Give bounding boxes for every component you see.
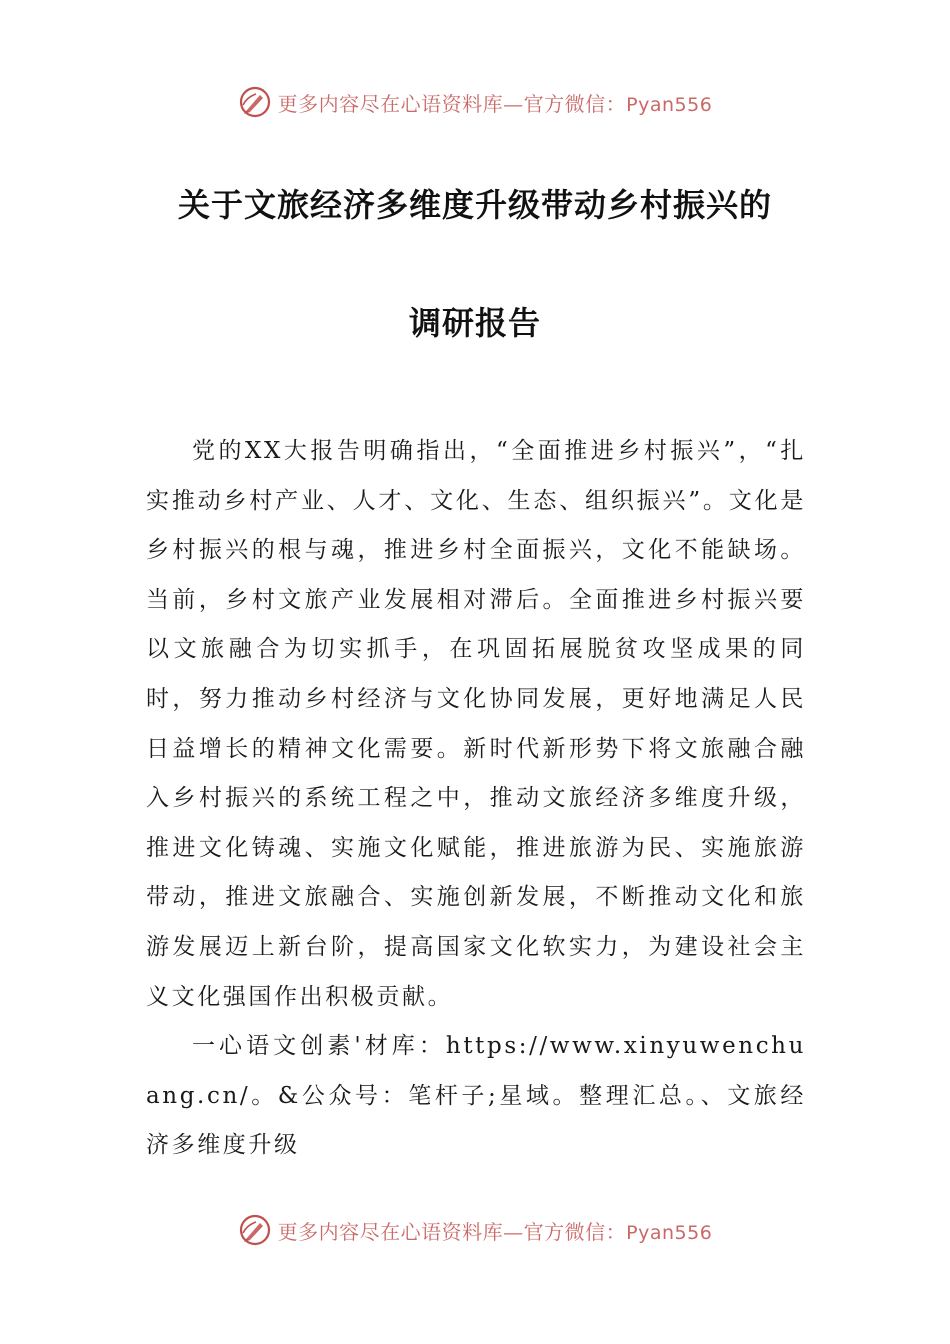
watermark-id: Pyan556 (626, 93, 713, 116)
document-body (146, 427, 806, 1171)
document-title-line2: 调研报告 (408, 304, 541, 342)
footer-watermark (0, 1210, 950, 1250)
pen-nib-circle-icon (238, 1213, 272, 1247)
pen-nib-circle-icon (238, 85, 272, 119)
watermark-text: 更多内容尽在心语资料库—官方微信：Pyan556 (277, 91, 713, 116)
watermark-text: 更多内容尽在心语资料库—官方微信：Pyan556 (277, 1219, 713, 1244)
header-watermark (0, 82, 950, 122)
paragraph-intro: 党的XX大报告明确指出，“全面推进乡村振兴”，“扎实推动乡村产业、人才、文化、生态、组织振兴”。文化是乡村振兴的根与魂，推进乡村全面振兴，文化不能缺场。当前，乡村文旅产业发展相对滞后。全面推进乡村振兴要以文旅融合为切实抓手，在巩固拓展脱贫攻坚成果的同时，努力推动乡村经济与文化协同发展，更好地满足人民日益增长的精神文化需要。新时代新形势下将文旅融合融入乡村振兴的系统工程之中，推动文旅经济多维度升级，推进文化铸魂、实施文化赋能，推进旅游为民、实施旅游带动，推进文旅融合、实施创新发展，不断推动文化和旅游发展迈上新台阶，提高国家文化软实力，为建设社会主义文化强国作出积极贡献。 (146, 438, 806, 1010)
document-title-line1: 关于文旅经济多维度升级带动乡村振兴的 (177, 186, 772, 224)
watermark-id: Pyan556 (626, 1221, 713, 1244)
paragraph-source-note: 一心语文创素'材库：https://www.xinyuwenchuang.cn/。&公众号：笔杆子;星域。整理汇总。、文旅经济多维度升级 (146, 1033, 806, 1159)
